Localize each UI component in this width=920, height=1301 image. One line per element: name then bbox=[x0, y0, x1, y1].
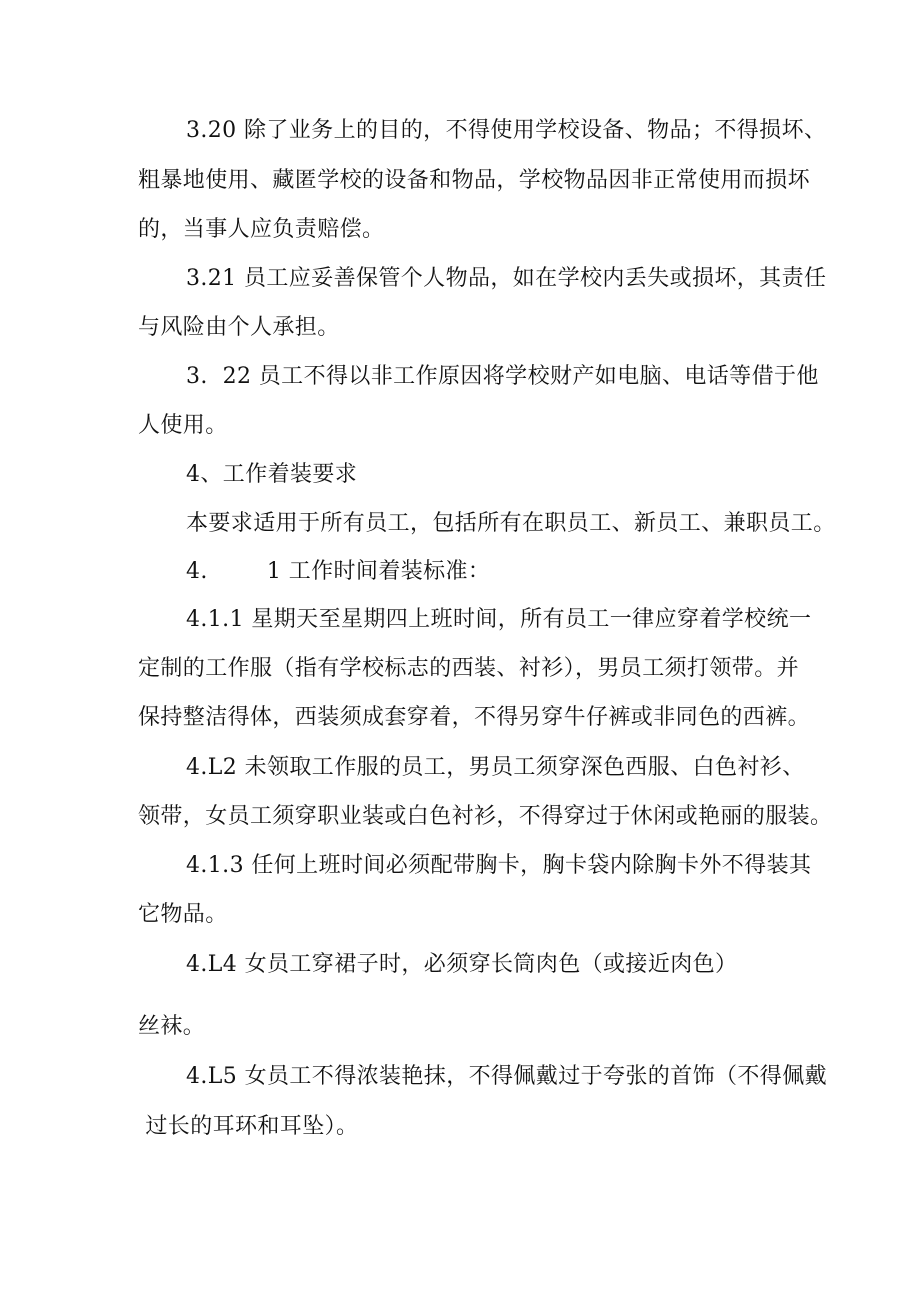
text-line: 本要求适用于所有员工，包括所有在职员工、新员工、兼职员工。 bbox=[186, 511, 836, 536]
text-line: 领带，女员工须穿职业装或白色衬衫，不得穿过于休闲或艳丽的服装。 bbox=[138, 804, 833, 829]
text-line: 丝袜。 bbox=[138, 1014, 206, 1039]
text-line: 定制的工作服（指有学校标志的西装、衬衫），男员工须打领带。并 bbox=[138, 656, 800, 681]
text-line: 与风险由个人承担。 bbox=[138, 315, 340, 340]
text-line: 3.21 员工应妥善保管个人物品，如在学校内丢失或损坏，其责任 bbox=[186, 266, 827, 291]
text-line: 它物品。 bbox=[138, 902, 228, 927]
text-line: 4.L4 女员工穿裙子时，必须穿长筒肉色（或接近肉色） bbox=[186, 952, 738, 977]
text-line: 3.20 除了业务上的目的，不得使用学校设备、物品；不得损坏、 bbox=[186, 118, 827, 143]
text-line: 的，当事人应负责赔偿。 bbox=[138, 217, 385, 242]
text-line: 3. 22 员工不得以非工作原因将学校财产如电脑、电话等借于他 bbox=[186, 364, 819, 389]
text-line: 4.L2 未领取工作服的员工，男员工须穿深色西服、白色衬衫、 bbox=[186, 755, 805, 780]
text-line: 人使用。 bbox=[138, 413, 228, 438]
subsection-heading: 4. 1 工作时间着装标准： bbox=[186, 559, 491, 584]
text-line: 粗暴地使用、藏匿学校的设备和物品，学校物品因非正常使用而损坏 bbox=[138, 168, 811, 193]
text-line: 过长的耳环和耳坠）。 bbox=[138, 1114, 359, 1139]
section-heading: 4、工作着装要求 bbox=[186, 462, 358, 487]
text-line: 保持整洁得体，西装须成套穿着，不得另穿牛仔裤或非同色的西裤。 bbox=[138, 705, 811, 730]
text-line: 4.L5 女员工不得浓装艳抹，不得佩戴过于夸张的首饰（不得佩戴 bbox=[186, 1064, 827, 1089]
text-line: 4.1.3 任何上班时间必须配带胸卡，胸卡袋内除胸卡外不得装其 bbox=[186, 853, 812, 878]
text-line: 4.1.1 星期天至星期四上班时间，所有员工一律应穿着学校统一 bbox=[186, 607, 812, 632]
